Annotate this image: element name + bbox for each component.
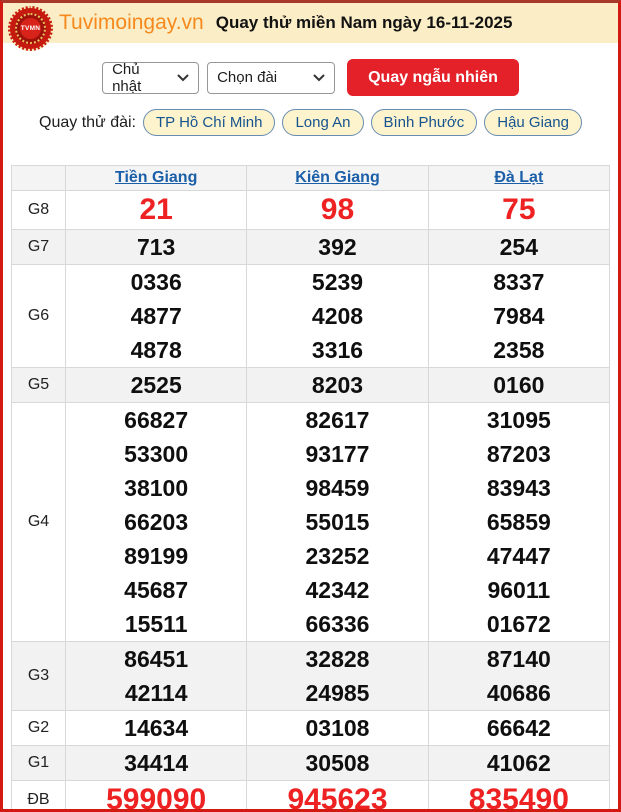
prize-number: 4208 xyxy=(311,303,364,329)
prize-cell xyxy=(428,191,609,230)
stations-label: Quay thử đài: xyxy=(39,113,136,131)
prize-cell xyxy=(66,746,247,781)
prize-number: 835490 xyxy=(468,783,569,812)
column-header-link-0[interactable]: Tiền Giang xyxy=(114,169,198,186)
column-header-0 xyxy=(66,166,247,191)
prize-number: 41062 xyxy=(486,750,551,776)
corner-cell xyxy=(12,166,66,191)
prize-label: G4 xyxy=(12,403,66,642)
prize-cell xyxy=(247,403,428,642)
prize-cell xyxy=(66,265,247,368)
prize-number: 98 xyxy=(320,193,355,226)
prize-number: 03108 xyxy=(305,715,370,741)
prize-cell xyxy=(66,781,247,812)
prize-cell xyxy=(66,230,247,265)
prize-number: 31095 xyxy=(486,407,551,433)
prize-number: 38100 xyxy=(124,475,189,501)
prize-number: 40686 xyxy=(486,680,551,706)
prize-number: 8203 xyxy=(311,372,364,398)
prize-cell xyxy=(247,642,428,711)
prize-cell xyxy=(428,230,609,265)
header-row xyxy=(12,166,610,191)
prize-cell xyxy=(66,368,247,403)
prize-number: 7984 xyxy=(493,303,545,329)
results-table xyxy=(11,165,610,812)
prize-number: 8337 xyxy=(493,269,545,295)
prize-number: 66642 xyxy=(486,715,551,741)
prize-row-G1 xyxy=(12,746,610,781)
site-name-link[interactable]: Tuvimoingay.vn xyxy=(59,11,204,34)
prize-row-G7 xyxy=(12,230,610,265)
prize-number: 713 xyxy=(136,234,176,260)
prize-number: 34414 xyxy=(124,750,189,776)
station-pill-1[interactable]: Long An xyxy=(282,109,363,136)
prize-cell xyxy=(247,368,428,403)
prize-number: 254 xyxy=(499,234,539,260)
prize-number: 66203 xyxy=(124,509,189,535)
prize-row-G5 xyxy=(12,368,610,403)
prize-label: G7 xyxy=(12,230,66,265)
prize-number: 42114 xyxy=(124,680,188,706)
prize-number: 2358 xyxy=(493,337,545,363)
site-logo[interactable] xyxy=(8,6,53,51)
prize-cell xyxy=(247,230,428,265)
prize-number: 21 xyxy=(139,193,173,226)
prize-number: 392 xyxy=(318,234,357,260)
prize-cell xyxy=(428,642,609,711)
column-header-link-2[interactable]: Đà Lạt xyxy=(494,169,544,186)
prize-number: 0160 xyxy=(493,372,545,398)
prize-number: 5239 xyxy=(311,269,364,295)
site-logo-ring xyxy=(15,13,46,44)
chevron-down-icon xyxy=(313,74,325,82)
prize-cell xyxy=(428,265,609,368)
prize-number: 4878 xyxy=(130,337,182,363)
prize-cell xyxy=(247,781,428,812)
prize-cell xyxy=(428,746,609,781)
prize-cell xyxy=(247,746,428,781)
prize-cell xyxy=(428,781,609,812)
prize-number: 66336 xyxy=(305,611,370,637)
weekday-select[interactable] xyxy=(102,62,199,94)
prize-number: 87140 xyxy=(486,646,551,672)
prize-cell xyxy=(66,642,247,711)
prize-number: 15511 xyxy=(124,611,188,637)
header xyxy=(3,3,618,43)
prize-number: 96011 xyxy=(487,577,551,603)
prize-label: G1 xyxy=(12,746,66,781)
prize-number: 47447 xyxy=(486,543,551,569)
station-pill-0[interactable]: TP Hồ Chí Minh xyxy=(143,109,275,136)
prize-label: G5 xyxy=(12,368,66,403)
stations-row xyxy=(3,109,618,136)
prize-row-G6 xyxy=(12,265,610,368)
column-header-1 xyxy=(247,166,428,191)
prize-number: 3316 xyxy=(311,337,364,363)
prize-number: 4877 xyxy=(130,303,182,329)
prize-row-G3 xyxy=(12,642,610,711)
prize-number: 23252 xyxy=(305,543,370,569)
prize-number: 89199 xyxy=(124,543,189,569)
prize-row-G8 xyxy=(12,191,610,230)
prize-number: 55015 xyxy=(305,509,370,535)
prize-number: 42342 xyxy=(305,577,370,603)
station-pill-3[interactable]: Hậu Giang xyxy=(484,109,582,136)
prize-cell xyxy=(428,368,609,403)
prize-number: 93177 xyxy=(305,441,370,467)
prize-number: 82617 xyxy=(305,407,370,433)
station-select[interactable] xyxy=(207,62,335,94)
prize-cell xyxy=(66,711,247,746)
chevron-down-icon xyxy=(177,74,189,82)
prize-row-G2 xyxy=(12,711,610,746)
prize-number: 0336 xyxy=(130,269,182,295)
weekday-select-value: Chủ nhật xyxy=(112,60,142,95)
prize-cell xyxy=(247,711,428,746)
prize-number: 24985 xyxy=(305,680,370,706)
prize-cell xyxy=(66,403,247,642)
page-title: Quay thử miền Nam ngày 16-11-2025 xyxy=(215,13,513,32)
results-table-body xyxy=(12,191,610,812)
prize-number: 14634 xyxy=(124,715,189,741)
prize-cell xyxy=(247,265,428,368)
prize-number: 87203 xyxy=(486,441,551,467)
prize-number: 86451 xyxy=(124,646,189,672)
prize-cell xyxy=(66,191,247,230)
prize-number: 83943 xyxy=(486,475,551,501)
prize-number: 65859 xyxy=(486,509,551,535)
prize-label: G2 xyxy=(12,711,66,746)
prize-number: 53300 xyxy=(124,441,189,467)
prize-row-ĐB xyxy=(12,781,610,812)
prize-cell xyxy=(247,191,428,230)
prize-number: 01672 xyxy=(486,611,551,637)
results-table-head xyxy=(12,166,610,191)
station-pill-2[interactable]: Bình Phước xyxy=(371,109,478,136)
prize-label: G6 xyxy=(12,265,66,368)
column-header-link-1[interactable]: Kiên Giang xyxy=(295,169,380,186)
prize-label: G8 xyxy=(12,191,66,230)
prize-number: 98459 xyxy=(305,475,370,501)
site-logo-text: TVMN xyxy=(20,18,41,39)
column-header-2 xyxy=(428,166,609,191)
prize-cell xyxy=(428,711,609,746)
prize-number: 32828 xyxy=(305,646,370,672)
controls-row xyxy=(3,59,618,96)
prize-number: 66827 xyxy=(124,407,189,433)
prize-cell xyxy=(428,403,609,642)
random-spin-button[interactable]: Quay ngẫu nhiên xyxy=(347,59,519,96)
prize-number: 30508 xyxy=(305,750,370,776)
prize-number: 45687 xyxy=(124,577,189,603)
station-select-value: Chọn đài xyxy=(217,69,278,86)
prize-number: 945623 xyxy=(287,783,388,812)
prize-number: 599090 xyxy=(106,783,207,812)
prize-number: 2525 xyxy=(130,372,182,398)
prize-label: G3 xyxy=(12,642,66,711)
prize-label: ĐB xyxy=(12,781,66,812)
prize-row-G4 xyxy=(12,403,610,642)
prize-number: 75 xyxy=(502,193,536,226)
